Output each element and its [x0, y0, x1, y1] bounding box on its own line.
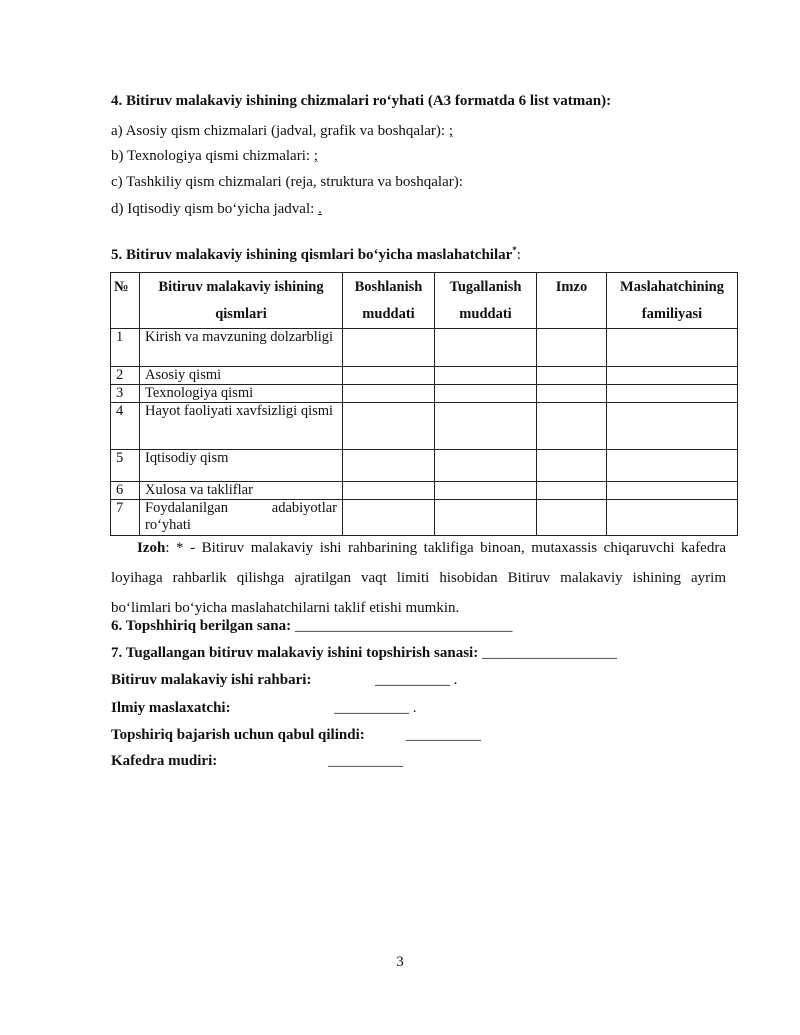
signature-supervisor-tail: . [450, 672, 458, 688]
row-advisor [607, 329, 738, 367]
row-part: Kirish va mavzuning dolzarbligi [140, 329, 343, 367]
header-num: № [111, 273, 140, 329]
section4-item-c [111, 174, 463, 191]
signature-advisor-label: Ilmiy maslaxatchi: [111, 700, 231, 716]
section4-item-a-mark: ; [448, 123, 453, 139]
section6-blank: _____________________________ [294, 618, 513, 634]
row-num: 1 [111, 329, 140, 367]
row-advisor [607, 385, 738, 403]
row-start [343, 450, 435, 482]
row-num: 5 [111, 450, 140, 482]
header-advisor-line1: Maslahatchining [620, 279, 724, 295]
header-end-line2: muddati [459, 306, 512, 322]
row-start [343, 403, 435, 450]
section5-colon: : [516, 247, 521, 263]
signature-head-blank: __________ [328, 753, 403, 769]
header-start-line2: muddati [362, 306, 415, 322]
row-sign [537, 329, 607, 367]
table-row [111, 482, 738, 500]
section5-heading [111, 245, 521, 264]
row-part: Iqtisodiy qism [140, 450, 343, 482]
header-sign: Imzo [537, 273, 607, 329]
row-part: Foydalanilgan adabiyotlar ro‘yhati [140, 500, 343, 536]
row-part: Texnologiya qismi [140, 385, 343, 403]
row-part: Hayot faoliyati xavfsizligi qismi [140, 403, 343, 450]
section6-label: 6. Topshhiriq berilgan sana: [111, 618, 292, 634]
row-sign [537, 450, 607, 482]
signature-advisor-tail: . [409, 700, 417, 716]
signature-advisor-line: __________ [334, 700, 409, 716]
row-advisor [607, 450, 738, 482]
table-row [111, 385, 738, 403]
section5-heading-text: 5. Bitiruv malakaviy ishining qismlari bo‘yicha maslahatchilar [111, 247, 513, 263]
note-text: : * - Bitiruv malakaviy ishi rahbarining taklifiga binoan, mutaxassis chiqaruvchi kafedra loyihaga rahbarlik qilishga ajratilgan vaqt limiti hisobidan Bitiruv malakaviy ishining ayrim bo‘limlari bo‘yicha maslahatchilarni taklif etishi mumkin. [111, 540, 726, 616]
section4-item-a [111, 123, 453, 140]
row-sign [537, 367, 607, 385]
signature-accepted-label: Topshiriq bajarish uchun qabul qilindi: [111, 727, 365, 743]
signature-supervisor-blank [375, 672, 458, 689]
section7 [111, 645, 617, 662]
row-advisor [607, 367, 738, 385]
row-num: 3 [111, 385, 140, 403]
row-num: 6 [111, 482, 140, 500]
table-row [111, 500, 738, 536]
row-start [343, 500, 435, 536]
row-end [435, 500, 537, 536]
row-num: 7 [111, 500, 140, 536]
signature-head [111, 753, 403, 770]
section4-item-b-mark: ; [313, 148, 318, 164]
header-part [140, 273, 343, 329]
row-num: 4 [111, 403, 140, 450]
row-advisor [607, 403, 738, 450]
table-row [111, 450, 738, 482]
signature-advisor-blank [334, 700, 417, 717]
signature-accepted [111, 727, 481, 744]
header-end [435, 273, 537, 329]
signature-supervisor-line: __________ [375, 672, 450, 688]
page-number: 3 [396, 954, 404, 970]
section4-item-a-text: a) Asosiy qism chizmalari (jadval, grafik va boshqalar): [111, 123, 449, 139]
table-row [111, 403, 738, 450]
table-header-row [111, 273, 738, 329]
row-part: Xulosa va takliflar [140, 482, 343, 500]
header-part-line1: Bitiruv malakaviy ishining [158, 279, 324, 295]
signature-accepted-blank: __________ [406, 727, 481, 743]
row-start [343, 329, 435, 367]
section7-blank: __________________ [481, 645, 617, 661]
advisors-table [110, 272, 738, 536]
signature-head-label: Kafedra mudiri: [111, 753, 218, 769]
header-advisor-line2: familiyasi [641, 306, 703, 322]
section6 [111, 618, 512, 635]
header-start [343, 273, 435, 329]
section4-item-d [111, 201, 322, 218]
section4-item-d-text: d) Iqtisodiy qism bo‘yicha jadval: [111, 201, 319, 217]
row-sign [537, 500, 607, 536]
row-end [435, 385, 537, 403]
signature-supervisor-label: Bitiruv malakaviy ishi rahbari: [111, 672, 312, 688]
section4-item-b [111, 148, 318, 165]
row-sign [537, 482, 607, 500]
header-part-line2: qismlari [215, 306, 267, 322]
section7-label: 7. Tugallangan bitiruv malakaviy ishini topshirish sanasi: [111, 645, 479, 661]
row-end [435, 450, 537, 482]
signature-supervisor [111, 672, 458, 689]
row-end [435, 329, 537, 367]
header-advisor [607, 273, 738, 329]
row-part: Asosiy qismi [140, 367, 343, 385]
row-advisor [607, 500, 738, 536]
header-start-line1: Boshlanish [354, 279, 423, 295]
signature-advisor [111, 700, 417, 717]
row-start [343, 385, 435, 403]
row-advisor [607, 482, 738, 500]
row-num: 2 [111, 367, 140, 385]
row-start [343, 367, 435, 385]
row-start [343, 482, 435, 500]
section4-item-c-text: c) Tashkiliy qism chizmalari (reja, struktura va boshqalar): [111, 174, 463, 190]
section4-item-b-text: b) Texnologiya qismi chizmalari: [111, 148, 314, 164]
note-label: Izoh [137, 540, 166, 556]
header-end-line1: Tugallanish [449, 279, 522, 295]
section4-item-d-mark: . [318, 201, 322, 217]
table-row [111, 329, 738, 367]
row-end [435, 482, 537, 500]
table-row [111, 367, 738, 385]
section4-heading: 4. Bitiruv malakaviy ishining chizmalari ro‘yhati (A3 formatda 6 list vatman): [111, 93, 612, 109]
row-end [435, 403, 537, 450]
row-sign [537, 385, 607, 403]
section5-asterisk: * [512, 245, 517, 255]
note-paragraph [111, 533, 726, 623]
row-sign [537, 403, 607, 450]
row-end [435, 367, 537, 385]
